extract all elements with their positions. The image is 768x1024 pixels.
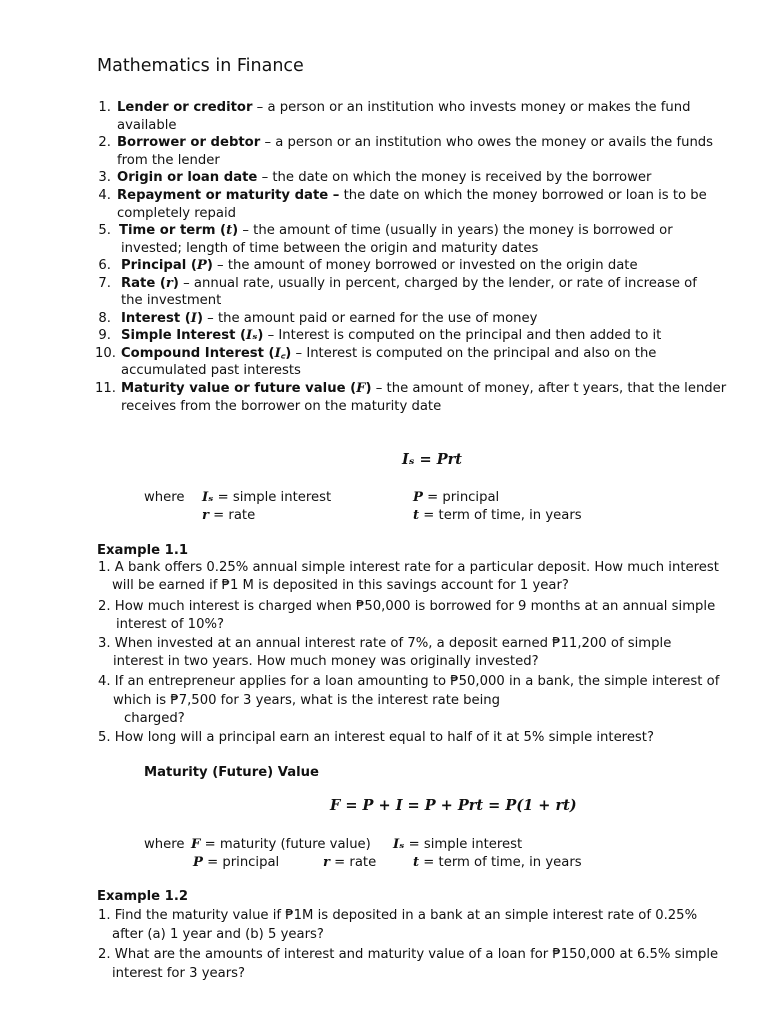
list-item-continuation: invested; length of time between the origin and maturity dates [121,241,539,256]
variable-definition: r = rate [323,855,377,870]
example-item: 5. How long will a principal earn an interest equal to half of it at 5% simple interest? [98,730,654,745]
list-item: Principal (P) – the amount of money borrowed or invested on the origin date [121,258,638,273]
example-item-continuation: will be earned if ₱1 M is deposited in this savings account for 1 year? [112,578,569,593]
where-label: where [144,490,185,505]
variable-definition: t = term of time, in years [413,508,582,523]
example-item-continuation: charged? [124,711,185,726]
where-label: where [144,837,185,852]
example-item: 3. When invested at an annual interest rate of 7%, a deposit earned ₱11,200 of simple [98,636,672,651]
variable-definition: r = rate [202,508,256,523]
variable-definition: Iₛ = simple interest [202,490,332,505]
list-number: 9. [98,328,111,343]
list-item: Simple Interest (Iₛ) – Interest is computed on the principal and then added to it [121,328,662,343]
example-item: 1. Find the maturity value if ₱1M is deposited in a bank at an simple interest rate of 0.25% [98,908,698,923]
list-item-continuation: from the lender [117,153,220,168]
list-item: Interest (I) – the amount paid or earned for the use of money [121,311,538,326]
variable-definition: P = principal [413,490,500,505]
example-item: 1. A bank offers 0.25% annual simple interest rate for a particular deposit. How much interest [98,560,719,575]
example-item-continuation: interest for 3 years? [112,966,245,981]
maturity-value-formula: F = P + I = P + Prt = P(1 + rt) [330,797,577,814]
variable-definition: Iₛ = simple interest [393,837,523,852]
variable-definition: F = maturity (future value) [191,837,371,852]
list-number: 10. [95,346,116,361]
example-heading: Example 1.2 [97,889,189,904]
example-item: 2. What are the amounts of interest and maturity value of a loan for ₱150,000 at 6.5% simple [98,947,719,962]
variable-definition: t = term of time, in years [413,855,582,870]
example-item-continuation: interest of 10%? [116,617,224,632]
list-item: Origin or loan date – the date on which the money is received by the borrower [117,170,652,185]
list-number: 11. [95,381,116,396]
list-item-continuation: accumulated past interests [121,363,301,378]
page-title: Mathematics in Finance [97,56,304,76]
list-number: 4. [98,188,111,203]
list-item: Borrower or debtor – a person or an institution who owes the money or avails the funds [117,135,714,150]
list-number: 8. [98,311,111,326]
list-item-continuation: the investment [121,293,222,308]
list-item: Lender or creditor – a person or an institution who invests money or makes the fund [117,100,691,115]
example-item-continuation: after (a) 1 year and (b) 5 years? [112,927,324,942]
list-number: 5. [98,223,111,238]
example-heading: Example 1.1 [97,543,189,558]
list-number: 2. [98,135,111,150]
list-item: Time or term (t) – the amount of time (usually in years) the money is borrowed or [119,223,673,238]
variable-definition: P = principal [193,855,280,870]
list-number: 3. [98,170,111,185]
list-number: 1. [98,100,111,115]
list-item: Maturity value or future value (F) – the amount of money, after t years, that the lender [121,381,727,396]
list-item-continuation: receives from the borrower on the maturity date [121,399,442,414]
example-item-continuation: interest in two years. How much money was originally invested? [113,654,539,669]
list-item-continuation: available [117,118,177,133]
simple-interest-formula: Iₛ = Prt [402,451,462,468]
list-number: 6. [98,258,111,273]
example-item: 2. How much interest is charged when ₱50,000 is borrowed for 9 months at an annual simple [98,599,716,614]
list-item-continuation: completely repaid [117,206,236,221]
section-heading: Maturity (Future) Value [144,765,319,780]
example-item: 4. If an entrepreneur applies for a loan amounting to ₱50,000 in a bank, the simple interest of [98,674,720,689]
list-item: Repayment or maturity date – the date on which the money borrowed or loan is to be [117,188,707,203]
list-item: Rate (r) – annual rate, usually in percent, charged by the lender, or rate of increase of [121,276,697,291]
example-item-continuation: which is ₱7,500 for 3 years, what is the interest rate being [113,693,501,708]
list-number: 7. [98,276,111,291]
list-item: Compound Interest (I꜀) – Interest is computed on the principal and also on the [121,346,657,361]
